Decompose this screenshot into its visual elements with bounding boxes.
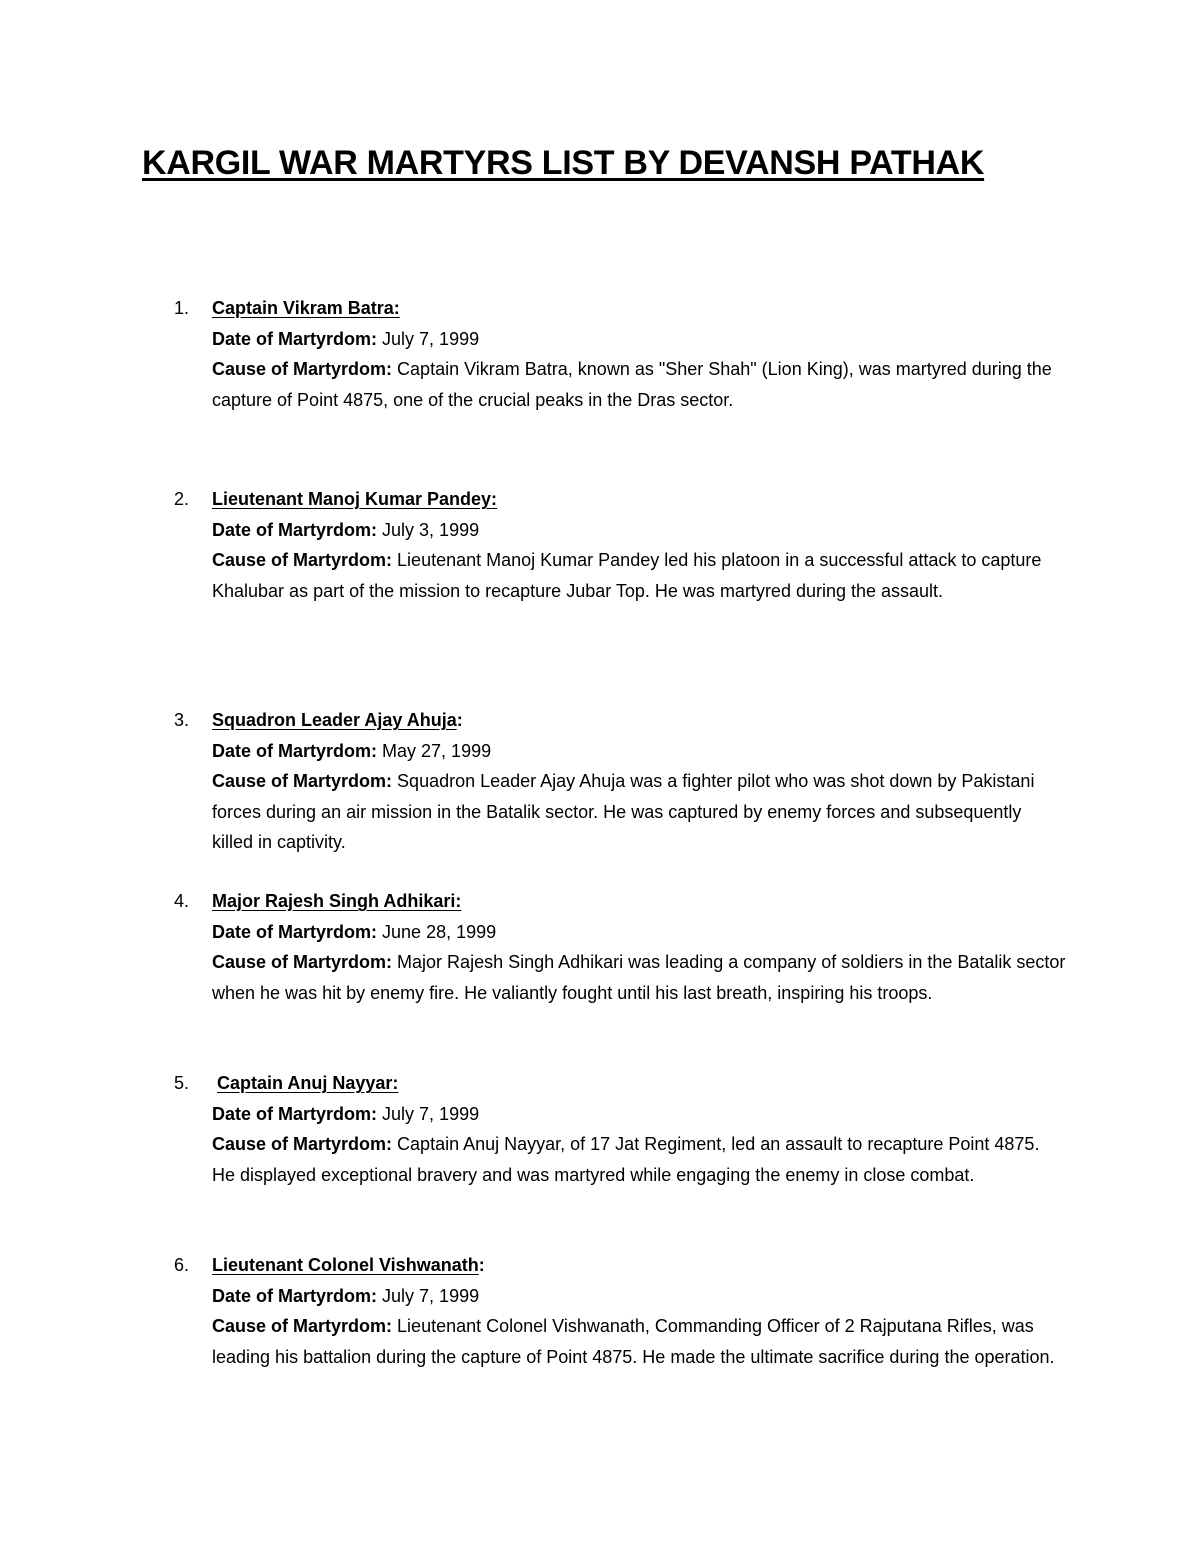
- list-number: 1.: [174, 298, 190, 318]
- date-label: Date of Martyrdom:: [212, 1103, 378, 1124]
- cause-label: Cause of Martyrdom:: [212, 771, 393, 791]
- martyr-name-line: [212, 886, 1067, 917]
- cause-line: [212, 766, 1067, 858]
- date-value: July 7, 1999: [382, 1285, 480, 1306]
- martyr-name: Captain Anuj Nayyar:: [217, 1073, 399, 1093]
- date-line: [212, 736, 1067, 767]
- date-line: [212, 917, 1067, 948]
- cause-line: [212, 947, 1067, 1008]
- date-line: [212, 1281, 1067, 1312]
- cause-line: [212, 545, 1067, 606]
- martyr-name-line: [212, 293, 1067, 324]
- martyr-name: Lieutenant Manoj Kumar Pandey:: [212, 489, 498, 509]
- date-label: Date of Martyrdom:: [212, 1285, 378, 1306]
- cause-line: [212, 354, 1067, 415]
- martyr-name: Squadron Leader Ajay Ahuja: [212, 710, 457, 730]
- name-suffix: :: [478, 1255, 485, 1275]
- date-value: July 3, 1999: [382, 519, 480, 540]
- list-number: 3.: [174, 710, 190, 730]
- martyr-name: Major Rajesh Singh Adhikari:: [212, 891, 462, 911]
- cause-value: Captain Vikram Batra, known as "Sher Shah" (Lion King), was martyred during the capture of Point 4875, one of the crucial peaks in the Dras sector.: [212, 359, 1052, 410]
- date-value: May 27, 1999: [382, 740, 492, 761]
- list-number: 6.: [174, 1255, 190, 1275]
- list-number: 5.: [174, 1073, 190, 1093]
- date-line: [212, 515, 1067, 546]
- date-line: [212, 324, 1067, 355]
- martyr-name-line: [212, 484, 1067, 515]
- list-number: 4.: [174, 891, 190, 911]
- cause-value: Captain Anuj Nayyar, of 17 Jat Regiment, led an assault to recapture Point 4875. He displayed exceptional bravery and was martyred while engaging the enemy in close combat.: [212, 1134, 1040, 1185]
- cause-line: [212, 1311, 1067, 1372]
- entry-body: [212, 484, 1067, 606]
- date-label: Date of Martyrdom:: [212, 921, 378, 942]
- cause-value: Squadron Leader Ajay Ahuja was a fighter pilot who was shot down by Pakistani forces during an air mission in the Batalik sector. He was captured by enemy forces and subsequently killed in captivity.: [212, 771, 1035, 852]
- cause-label: Cause of Martyrdom:: [212, 550, 393, 570]
- entry-body: [212, 293, 1067, 415]
- martyr-name: Lieutenant Colonel Vishwanath: [212, 1255, 479, 1275]
- date-value: June 28, 1999: [382, 921, 497, 942]
- cause-label: Cause of Martyrdom:: [212, 1316, 393, 1336]
- list-number: 2.: [174, 489, 190, 509]
- date-value: July 7, 1999: [382, 1103, 480, 1124]
- date-line: [212, 1099, 1067, 1130]
- martyr-name-line: [212, 1250, 1067, 1281]
- cause-value: Lieutenant Colonel Vishwanath, Commanding Officer of 2 Rajputana Rifles, was leading his battalion during the capture of Point 4875. He made the ultimate sacrifice during the operation.: [212, 1316, 1055, 1367]
- entry-body: [212, 886, 1067, 1008]
- date-label: Date of Martyrdom:: [212, 740, 378, 761]
- entry-body: [212, 1250, 1067, 1372]
- cause-label: Cause of Martyrdom:: [212, 1134, 393, 1154]
- martyr-name-line: [212, 1068, 1067, 1099]
- martyr-name: Captain Vikram Batra:: [212, 298, 400, 318]
- name-suffix: :: [456, 710, 463, 730]
- date-label: Date of Martyrdom:: [212, 328, 378, 349]
- date-value: July 7, 1999: [382, 328, 480, 349]
- entry-body: [212, 705, 1067, 858]
- date-label: Date of Martyrdom:: [212, 519, 378, 540]
- cause-label: Cause of Martyrdom:: [212, 952, 393, 972]
- cause-value: Major Rajesh Singh Adhikari was leading a company of soldiers in the Batalik sector when he was hit by enemy fire. He valiantly fought until his last breath, inspiring his troops.: [212, 952, 1066, 1003]
- entry-body: [212, 1068, 1067, 1190]
- document-title: KARGIL WAR MARTYRS LIST BY DEVANSH PATHAK: [142, 144, 985, 182]
- cause-label: Cause of Martyrdom:: [212, 359, 393, 379]
- martyr-name-line: [212, 705, 1067, 736]
- cause-value: Lieutenant Manoj Kumar Pandey led his platoon in a successful attack to capture Khalubar as part of the mission to recapture Jubar Top. He was martyred during the assault.: [212, 550, 1042, 601]
- cause-line: [212, 1129, 1067, 1190]
